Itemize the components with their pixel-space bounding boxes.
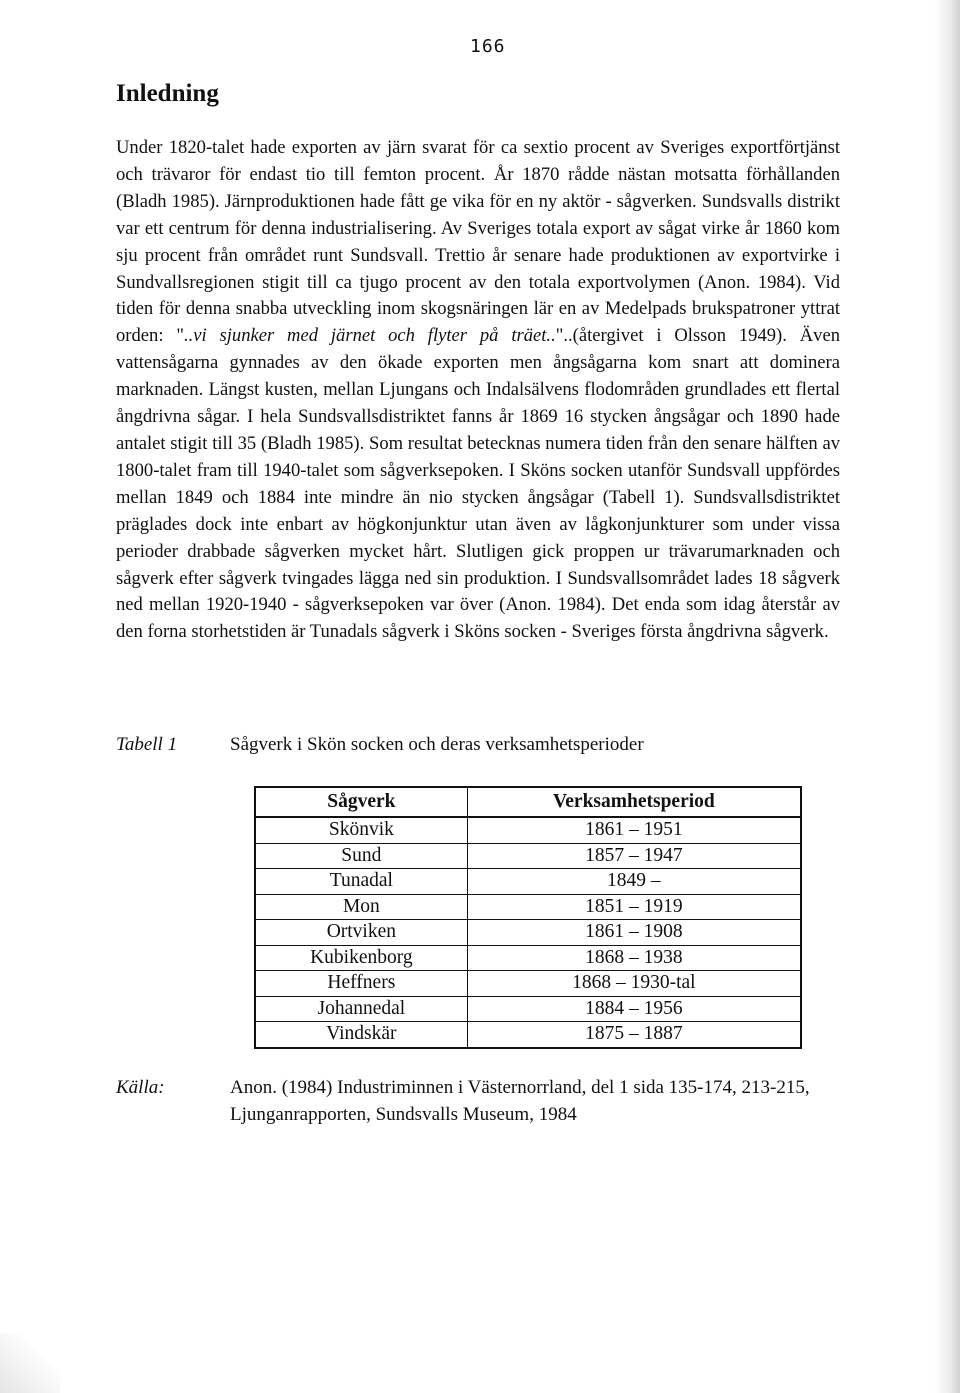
table-row [255,996,801,1022]
header-period: Verksamhetsperiod [467,787,801,817]
table-row [255,869,801,895]
table-row [255,894,801,920]
cell-sawmill: Skönvik [255,817,467,843]
table-header-row [255,787,801,817]
table-row [255,971,801,997]
cell-sawmill: Ortviken [255,920,467,946]
scan-corner-shadow [0,1333,60,1393]
table-row [255,945,801,971]
cell-period: 1857 – 1947 [467,843,801,869]
table-row [255,1022,801,1048]
cell-sawmill: Sund [255,843,467,869]
cell-period: 1851 – 1919 [467,894,801,920]
header-sawmill: Sågverk [255,787,467,817]
section-heading: Inledning [116,80,219,107]
source-text: Anon. (1984) Industriminnen i Västernorrland, del 1 sida 135-174, 213-215, Ljunganrapporten, Sundsvalls Museum, 1984 [230,1077,810,1125]
body-paragraph [116,135,840,646]
quoted-saying: ..vi sjunker med järnet och flyter på träet.. [183,325,556,347]
table-row [255,843,801,869]
paragraph-text-part2: "..(återgivet i Olsson 1949). Även vattensågarna gynnades av den ökade exporten men ångsågarna kom snart att dominera marknaden. Längst kusten, mellan Ljungans och Indalsälvens flodområden grundlades ett flertal ångdrivna sågar. I hela Sundsvallsdistriktet fanns år 1869 16 stycken ångsågar och 1890 hade antalet stigit till 35 (Bladh 1985). Som resultat betecknas numera tiden från den senare hälften av 1800-talet fram till 1940-talet som sågverksepoken. I Sköns socken utanför Sundsvall uppfördes mellan 1849 och 1884 inte mindre än nio stycken ångsågar (Tabell 1). Sundsvallsdistriktet präglades dock inte enbart av högkonjunktur utan även av lågkonjunkturer som under vissa perioder drabbade sågverken mycket hårt. Slutligen gick proppen ur trävarumarknaden och sågverk efter sågverk tvingades lägga ned sin produktion. I Sundsvallsområdet lades 18 sågverk ned mellan 1920-1940 - sågverksepoken var över (Anon. 1984). Det enda som idag återstår av den forna storhetstiden är Tunadals sågverk i Sköns socken - Sveriges första ångdrivna sågverk. [116,325,840,643]
table-row [255,920,801,946]
cell-sawmill: Tunadal [255,869,467,895]
scan-edge-shadow [934,0,960,1393]
source-label: Källa: [116,1077,165,1098]
cell-period: 1875 – 1887 [467,1022,801,1048]
cell-period: 1849 – [467,869,801,895]
cell-period: 1868 – 1938 [467,945,801,971]
page-number: 166 [470,36,506,57]
table-row [255,817,801,843]
cell-period: 1861 – 1951 [467,817,801,843]
cell-sawmill: Johannedal [255,996,467,1022]
sawmill-table [254,786,802,1049]
table-caption-text: Sågverk i Skön socken och deras verksamhetsperioder [230,734,644,755]
table-caption [116,734,816,756]
cell-sawmill: Heffners [255,971,467,997]
paragraph-text-part1: Under 1820-talet hade exporten av järn svarat för ca sextio procent av Sveriges exportförtjänst och trävaror för endast tio till femton procent. År 1870 rådde nästan motsatta förhållanden (Bladh 1985). Järnproduktionen hade fått ge vika för en ny aktör - sågverken. Sundsvalls distrikt var ett centrum för denna industrialisering. Av Sveriges totala export av sågat virke år 1860 kom sju procent från området runt Sundsvall. Trettio år senare hade produktionen av exportvirke i Sundvallsregionen stigit till ca tjugo procent av den totala exportvolymen (Anon. 1984). Vid tiden för denna snabba utveckling inom skogsnäringen lär en av Medelpads brukspatroner yttrat orden: " [116,137,840,347]
cell-period: 1868 – 1930-tal [467,971,801,997]
cell-sawmill: Vindskär [255,1022,467,1048]
table-caption-label: Tabell 1 [116,734,178,755]
cell-period: 1884 – 1956 [467,996,801,1022]
cell-sawmill: Kubikenborg [255,945,467,971]
cell-period: 1861 – 1908 [467,920,801,946]
cell-sawmill: Mon [255,894,467,920]
